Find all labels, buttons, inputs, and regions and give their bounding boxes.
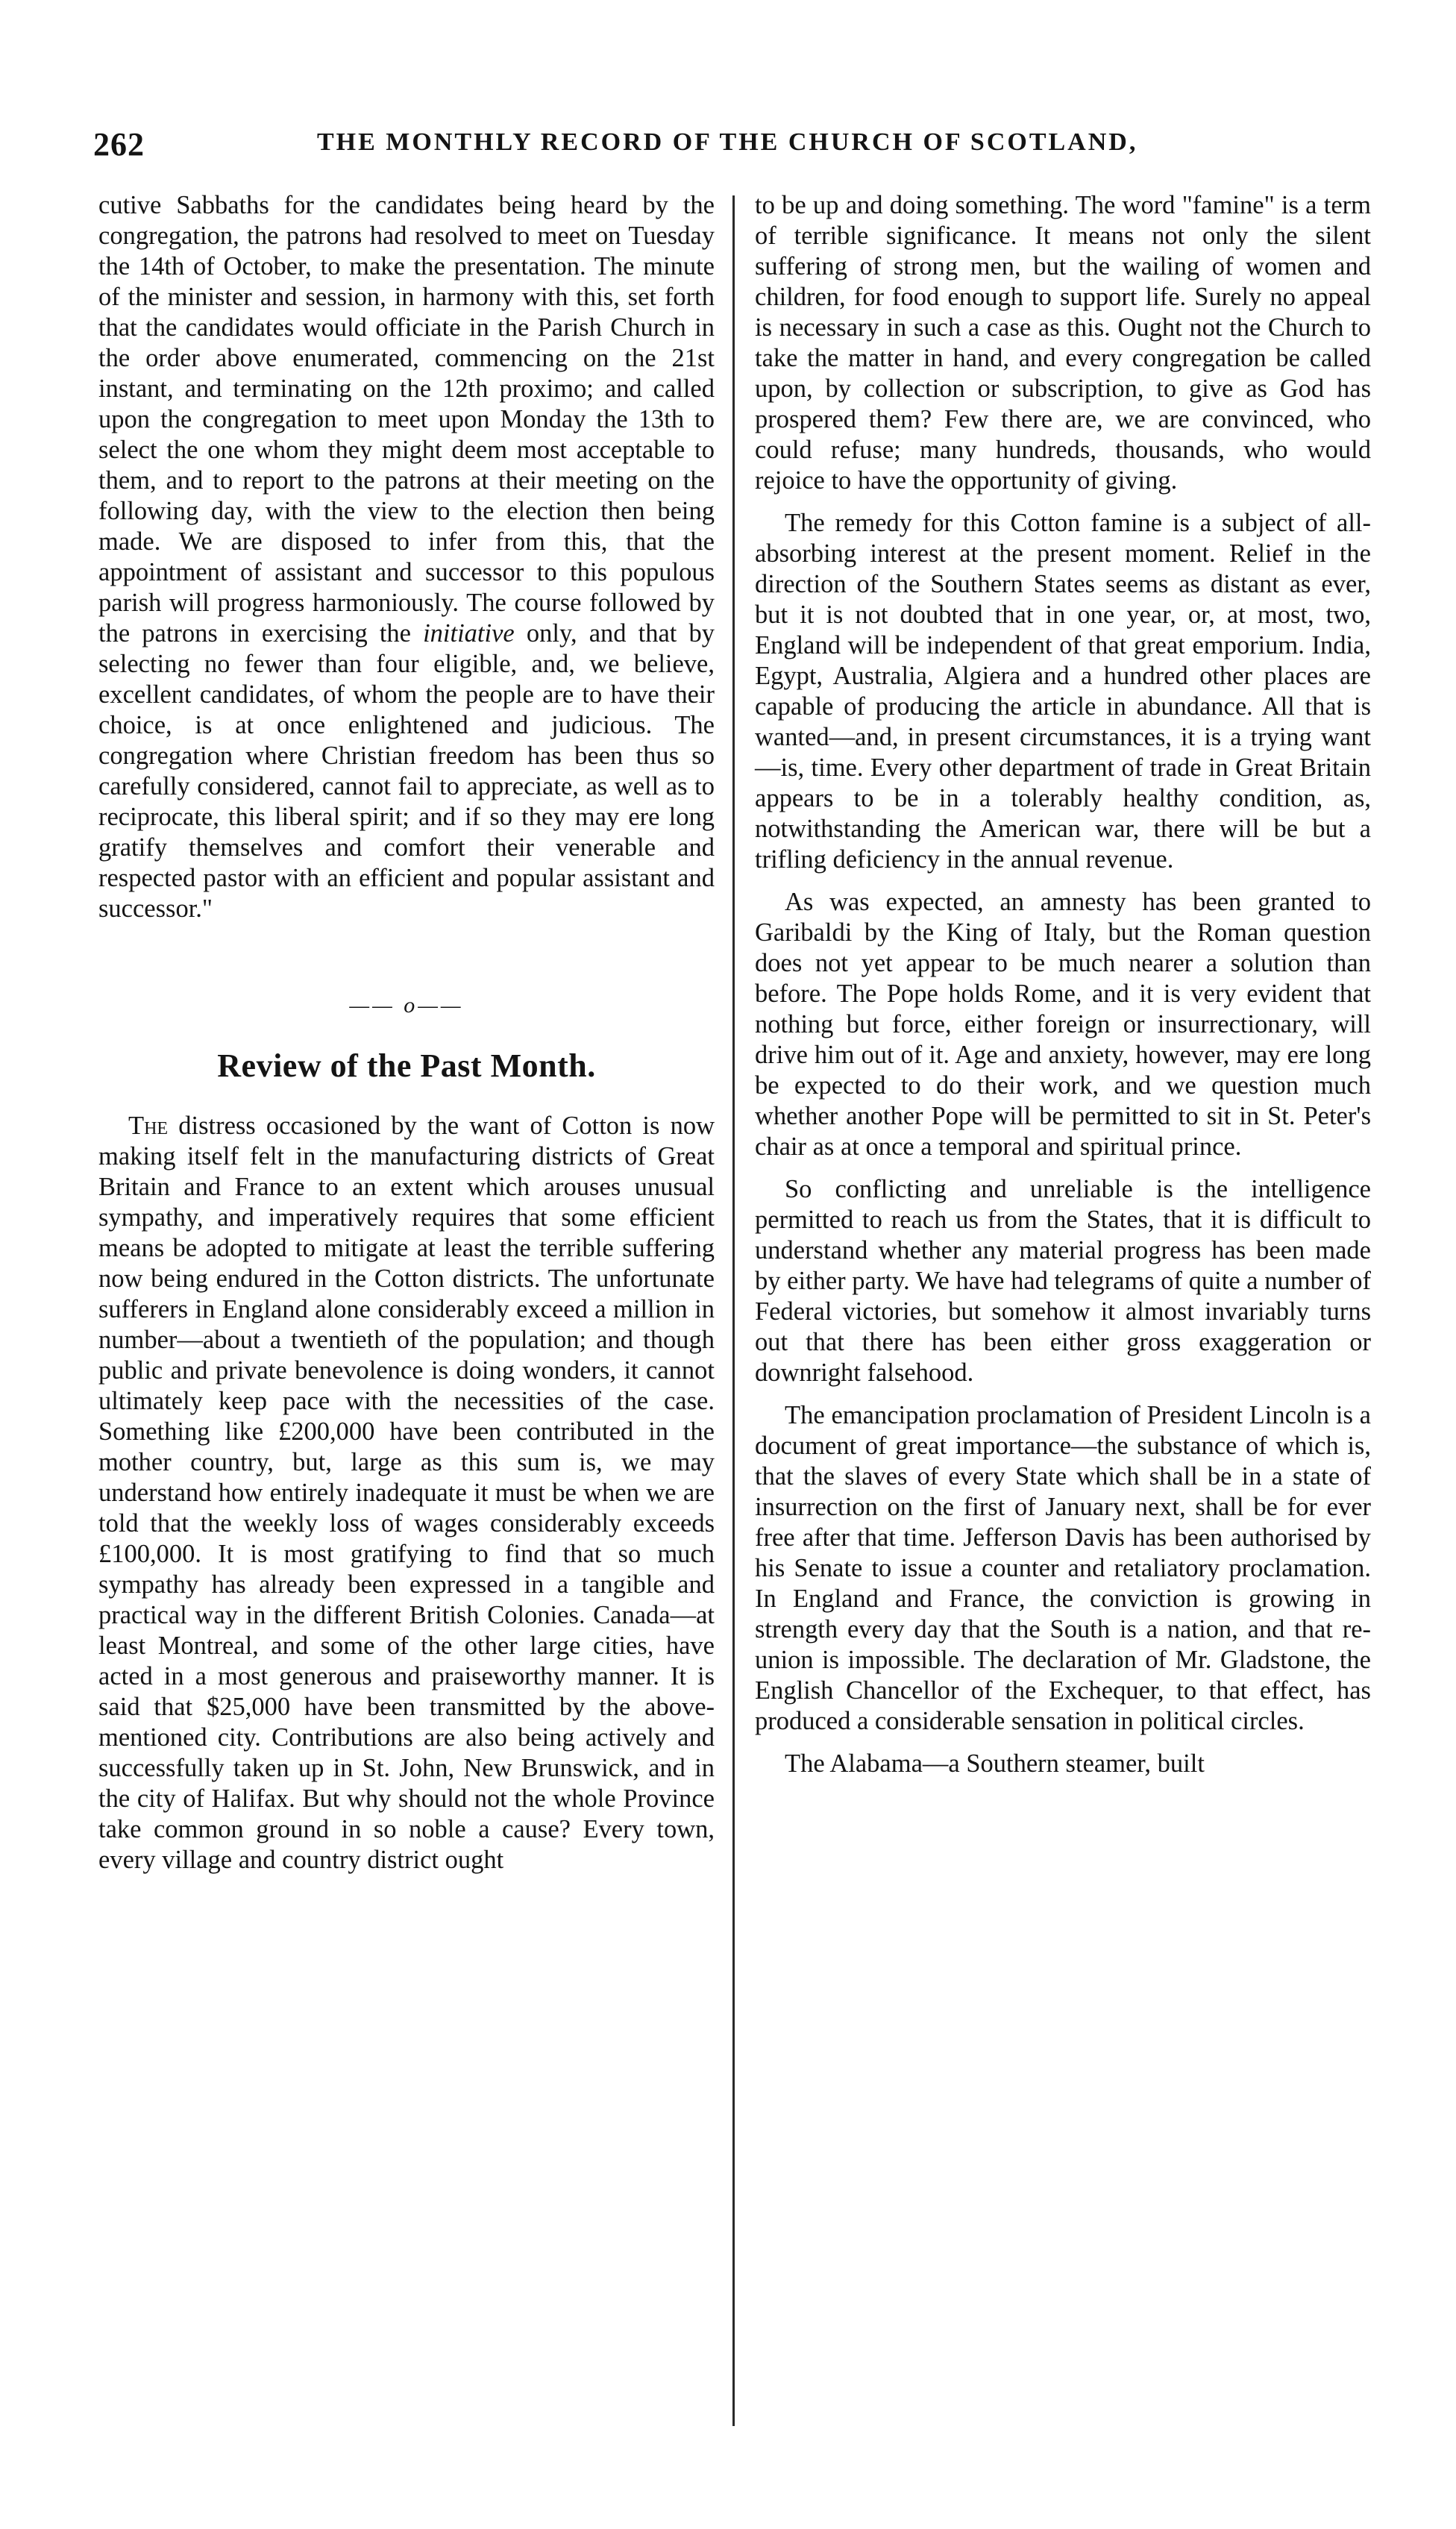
section-heading: Review of the Past Month. <box>217 1047 596 1084</box>
paragraph-text: only, and that by selecting no fewer than four eligible, and, we believe, excellent candidates, of whom the people are to have their choice, is at once enlightened and judicious. The congregation where Christian freedom has been thus so carefully considered, cannot fail to appreciate, as well as to reciprocate, this liberal spirit; and if so they may ere long gratify themselves and comfort their venerable and respected pastor with an efficient and popular assistant and successor." <box>98 619 715 923</box>
paragraph-text: distress occasioned by the want of Cotton is now making itself felt in the manufacturing districts of Great Britain and France to an extent which arouses unusual sympathy, and imperatively requires that some efficient means be adopted to mitigate at least the terrible suffering now being endured in the Cotton districts. The unfortunate sufferers in England alone considerably exceed a million in number—about a twentieth of the population; and though public and private benevolence is doing wonders, it cannot ultimately keep pace with the necessities of the case. Something like £200,000 have been contributed in the mother country, but, large as this sum is, we may understand how entirely inadequate it must be when we are told that the weekly loss of wages considerably exceeds £100,000. It is most gratifying to find that so much sympathy has already been expressed in a tangible and practical way in the different British Colonies. Canada—at least Montreal, and some of the other large cities, have acted in a most generous and praiseworthy manner. It is said that $25,000 have been transmitted by the above-mentioned city. Contributions are also being actively and successfully taken up in St. John, New Brunswick, and in the city of Halifax. But why should not the whole Province take common ground in so noble a cause? Every town, every village and country district ought <box>98 1112 715 1874</box>
paragraph: to be up and doing something. The word "famine" is a term of terrible significance. It means not only the silent suffering of strong men, but the wailing of women and children, for food enough to support life. Surely no appeal is necessary in such a case as this. Ought not the Church to take the matter in hand, and every congregation be called upon, by collection or subscription, to give as God has prospered them? Few there are, we are convinced, who could refuse; many hundreds, thousands, who would rejoice to have the opportunity of giving. <box>755 191 1371 495</box>
section-divider: —— o—— <box>349 993 464 1018</box>
continued-paragraph <box>98 190 715 924</box>
running-head <box>93 119 1279 172</box>
page-number: 262 <box>93 126 145 163</box>
lead-word: The <box>128 1112 169 1140</box>
paragraph: The remedy for this Cotton famine is a subject of all-absorbing interest at the present moment. Relief in the direction of the Southern States seems as distant as ever, but it is not doubted that in one year, or, at most, two, England will be independent of that great emporium. India, Egypt, Australia, Algiera and a hundred other places are capable of producing the article in abundance. All that is wanted—and, in present circumstances, it is a trying want—is, time. Every other department of trade in Great Britain appears to be in a tolerably healthy condition, as, notwithstanding the American war, there will be but a trifling deficiency in the annual revenue. <box>755 509 1371 874</box>
spacer <box>98 936 715 977</box>
paragraph-text: cutive Sabbaths for the candidates being heard by the congregation, the patrons had resolved to meet on Tuesday the 14th of October, to make the presentation. The minute of the minister and session, in harmony with this, set forth that the candidates would officiate in the Parish Church in the order above enumerated, commencing on the 21st instant, and terminating on the 12th proximo; and called upon the congregation to meet upon Monday the 13th to select the one whom they might deem most acceptable to them, and to report to the patrons at their meeting on the following day, with the view to the election then being made. We are disposed to infer from this, that the appointment of assistant and successor to this populous parish will progress harmoniously. The course followed by the patrons in exercising the <box>98 191 715 648</box>
paragraph: The emancipation proclamation of President Lincoln is a document of great importance—the substance of which is, that the slaves of every State which shall be in a state of insurrection on the first of January next, shall be for ever free after that time. Jefferson Davis has been authorised by his Senate to issue a counter and retaliatory proclamation. In England and France, the conviction is growing in strength every day that the South is a nation, and that re-union is impossible. The declaration of Mr. Gladstone, the English Chancellor of the Exchequer, to that effect, has produced a considerable sensation in political circles. <box>755 1401 1371 1735</box>
paragraph: The Alabama—a Southern steamer, built <box>785 1749 1205 1778</box>
italic-word: initiative <box>423 619 515 648</box>
paragraph: So conflicting and unreliable is the intelligence permitted to reach us from the States, that it is difficult to understand whether any material progress has been made by either party. We have had telegrams of quite a number of Federal victories, but somehow it almost invariably turns out that there has been either gross exaggeration or downright falsehood. <box>755 1175 1371 1387</box>
journal-title: THE MONTHLY RECORD OF THE CHURCH OF SCOTLAND, <box>317 128 1138 156</box>
right-column <box>755 190 1371 1791</box>
left-column <box>98 190 715 1887</box>
review-paragraph <box>98 1111 715 1875</box>
column-rule <box>732 195 735 2426</box>
paragraph: As was expected, an amnesty has been granted to Garibaldi by the King of Italy, but the Roman question does not yet appear to be much nearer a solution than before. The Pope holds Rome, and it is very evident that nothing but force, either foreign or insurrectionary, will drive him out of it. Age and anxiety, however, may ere long be expected to do their work, and we question much whether another Pope will be permitted to sit in St. Peter's chair as at once a temporal and spiritual prince. <box>755 888 1371 1161</box>
